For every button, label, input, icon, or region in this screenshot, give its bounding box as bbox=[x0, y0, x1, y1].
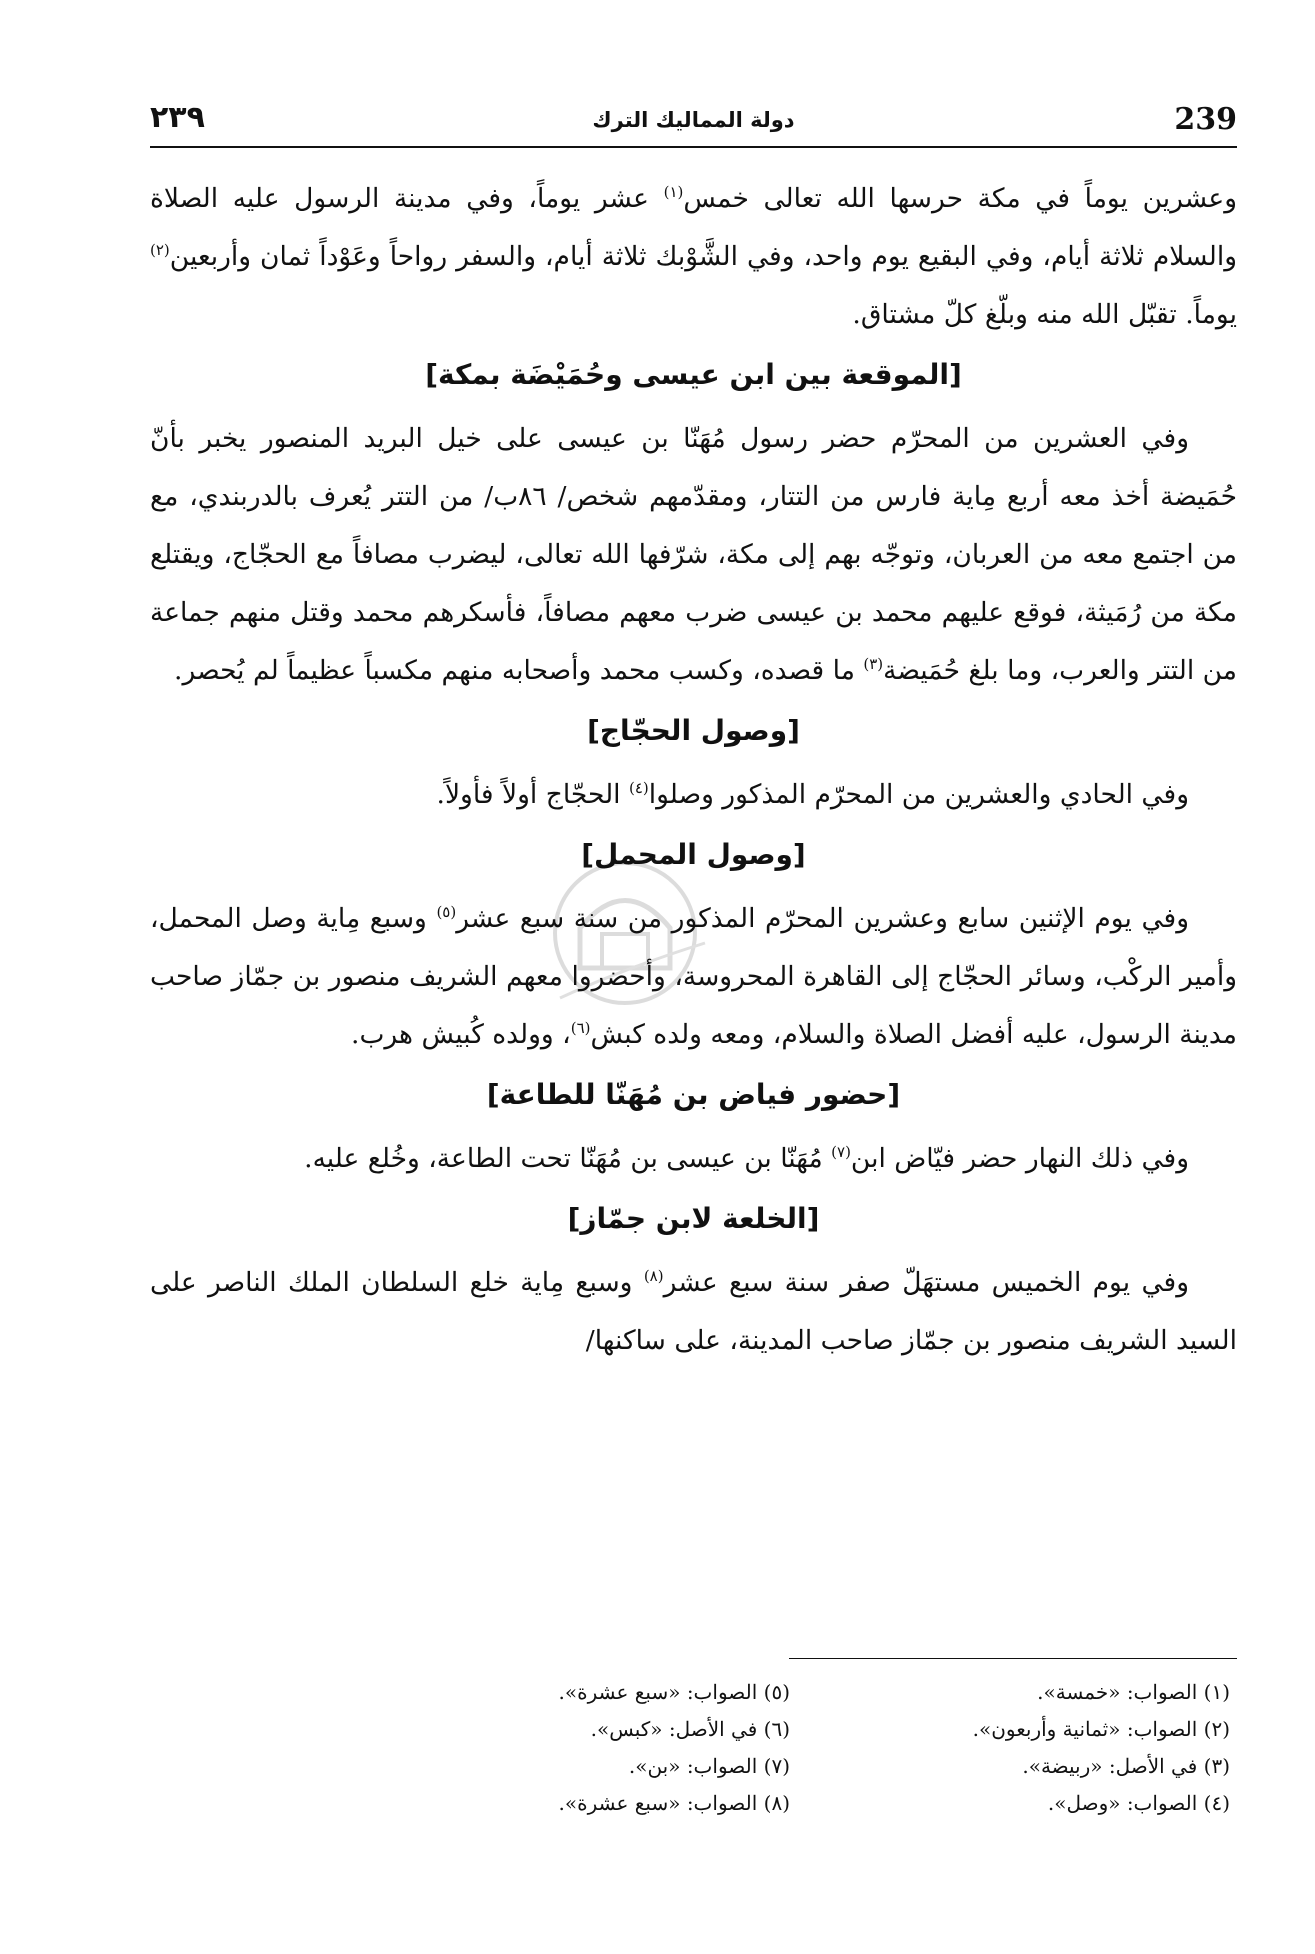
main-text bbox=[150, 170, 1237, 1370]
paragraph-text: وفي يوم الخميس مستهَلّ صفر سنة سبع عشر bbox=[663, 1267, 1189, 1298]
paragraph-text: وفي ذلك النهار حضر فيّاض ابن bbox=[850, 1143, 1189, 1174]
running-title: دولة المماليك الترك bbox=[592, 108, 795, 132]
section-heading-fayyad-obedience: [حضور فياض بن مُهَنّا للطاعة] bbox=[486, 1078, 901, 1111]
footnote-marker: (٢) bbox=[150, 241, 170, 260]
footnote: (٤) الصواب: «وصل». bbox=[1047, 1791, 1230, 1815]
section-heading-robe-ibn-jammaz: [الخلعة لابن جمّاز] bbox=[567, 1202, 820, 1235]
footnote-marker: (٧) bbox=[831, 1143, 851, 1162]
paragraph-text: وسبع مِاية خلع السلطان الملك الناصر على السيد الشريف منصور بن جمّاز صاحب المدينة، على ساكنها/ bbox=[150, 1267, 1237, 1356]
footnotes-right-column bbox=[830, 1674, 1230, 1822]
footnote-marker: (٣) bbox=[863, 655, 884, 674]
paragraph-5 bbox=[150, 1130, 1237, 1188]
paragraph-text: وفي يوم الإثنين سابع وعشرين المحرّم المذكور من سنة سبع عشر bbox=[456, 903, 1189, 934]
paragraph-text: مُهَنّا بن عيسى بن مُهَنّا تحت الطاعة، وخُلع عليه. bbox=[304, 1143, 832, 1174]
footnote-separator bbox=[789, 1658, 1237, 1659]
page-number-latin: 239 bbox=[1174, 102, 1237, 137]
footnote: (٣) في الأصل: «ربيضة». bbox=[1022, 1754, 1230, 1778]
paragraph-text: ما قصده، وكسب محمد وأصحابه منهم مكسباً عظيماً لم يُحصر. bbox=[174, 655, 864, 686]
paragraph-text: عشر يوماً، وفي مدينة الرسول عليه الصلاة والسلام ثلاثة أيام، وفي البقيع يوم واحد، وفي الشَّوْبك ثلاثة أيام، والسفر رواحاً وعَوْداً ثمان وأربعين bbox=[150, 183, 1237, 272]
footnote-marker: (٤) bbox=[628, 779, 649, 798]
footnote: (٧) الصواب: «بن». bbox=[628, 1754, 790, 1778]
paragraph-3 bbox=[150, 766, 1237, 824]
paragraph-2 bbox=[150, 410, 1237, 700]
section-heading-pilgrims-arrival: [وصول الحجّاج] bbox=[587, 714, 800, 747]
paragraph-1 bbox=[150, 170, 1237, 344]
paragraph-text: يوماً. تقبّل الله منه وبلّغ كلّ مشتاق. bbox=[852, 299, 1237, 330]
footnote: (٢) الصواب: «ثمانية وأربعون». bbox=[972, 1717, 1230, 1741]
paragraph-4 bbox=[150, 890, 1237, 1064]
paragraph-text: ، وولده كُبيش هرب. bbox=[351, 1019, 571, 1050]
paragraph-text: الحجّاج أولاً فأولاً. bbox=[436, 779, 629, 810]
section-heading-battle: [الموقعة بين ابن عيسى وحُمَيْضَة بمكة] bbox=[425, 358, 962, 391]
paragraph-text: وفي العشرين من المحرّم حضر رسول مُهَنّا بن عيسى على خيل البريد المنصور يخبر بأنّ حُمَيضة أخذ معه أربع مِاية فارس من التتار، ومقدّمهم شخص/ ٨٦ب/ من التتر يُعرف بالدربندي، مع من اجتمع معه من العربان، وتوجّه بهم إلى مكة، شرّفها الله تعالى، ليضرب مصافاً مع الحجّاج، ويقتلع مكة من رُمَيثة، فوقع عليهم محمد بن عيسى ضرب معهم مصافاً، فأسكرهم محمد وقتل منهم جماعة من التتر والعرب، وما بلغ حُمَيضة bbox=[150, 423, 1237, 686]
footnote-marker: (١) bbox=[663, 183, 684, 202]
paragraph-text: وسبع مِاية وصل المحمل، وأمير الركْب، وسائر الحجّاج إلى القاهرة المحروسة، وأحضروا معهم الشريف منصور بن جمّاز صاحب مدينة الرسول، عليه أفضل الصلاة والسلام، ومعه ولده كبش bbox=[150, 903, 1237, 1050]
footnotes bbox=[150, 1674, 1230, 1822]
page-number-arabic: ٢٣٩ bbox=[150, 100, 205, 135]
footnote: (٨) الصواب: «سبع عشرة». bbox=[558, 1791, 790, 1815]
footnote-marker: (٥) bbox=[436, 903, 457, 922]
footnote: (٥) الصواب: «سبع عشرة». bbox=[558, 1680, 790, 1704]
paragraph-6 bbox=[150, 1254, 1237, 1370]
footnote-marker: (٨) bbox=[643, 1267, 664, 1286]
footnotes-left-column bbox=[390, 1674, 790, 1822]
paragraph-text: وفي الحادي والعشرين من المحرّم المذكور وصلوا bbox=[648, 779, 1189, 810]
page-header bbox=[150, 100, 1237, 148]
footnote: (٦) في الأصل: «كبس». bbox=[590, 1717, 790, 1741]
footnote: (١) الصواب: «خمسة». bbox=[1037, 1680, 1230, 1704]
paragraph-text: وعشرين يوماً في مكة حرسها الله تعالى خمس bbox=[683, 183, 1237, 214]
section-heading-mahmal-arrival: [وصول المحمل] bbox=[581, 838, 806, 871]
footnote-marker: (٦) bbox=[570, 1019, 591, 1038]
